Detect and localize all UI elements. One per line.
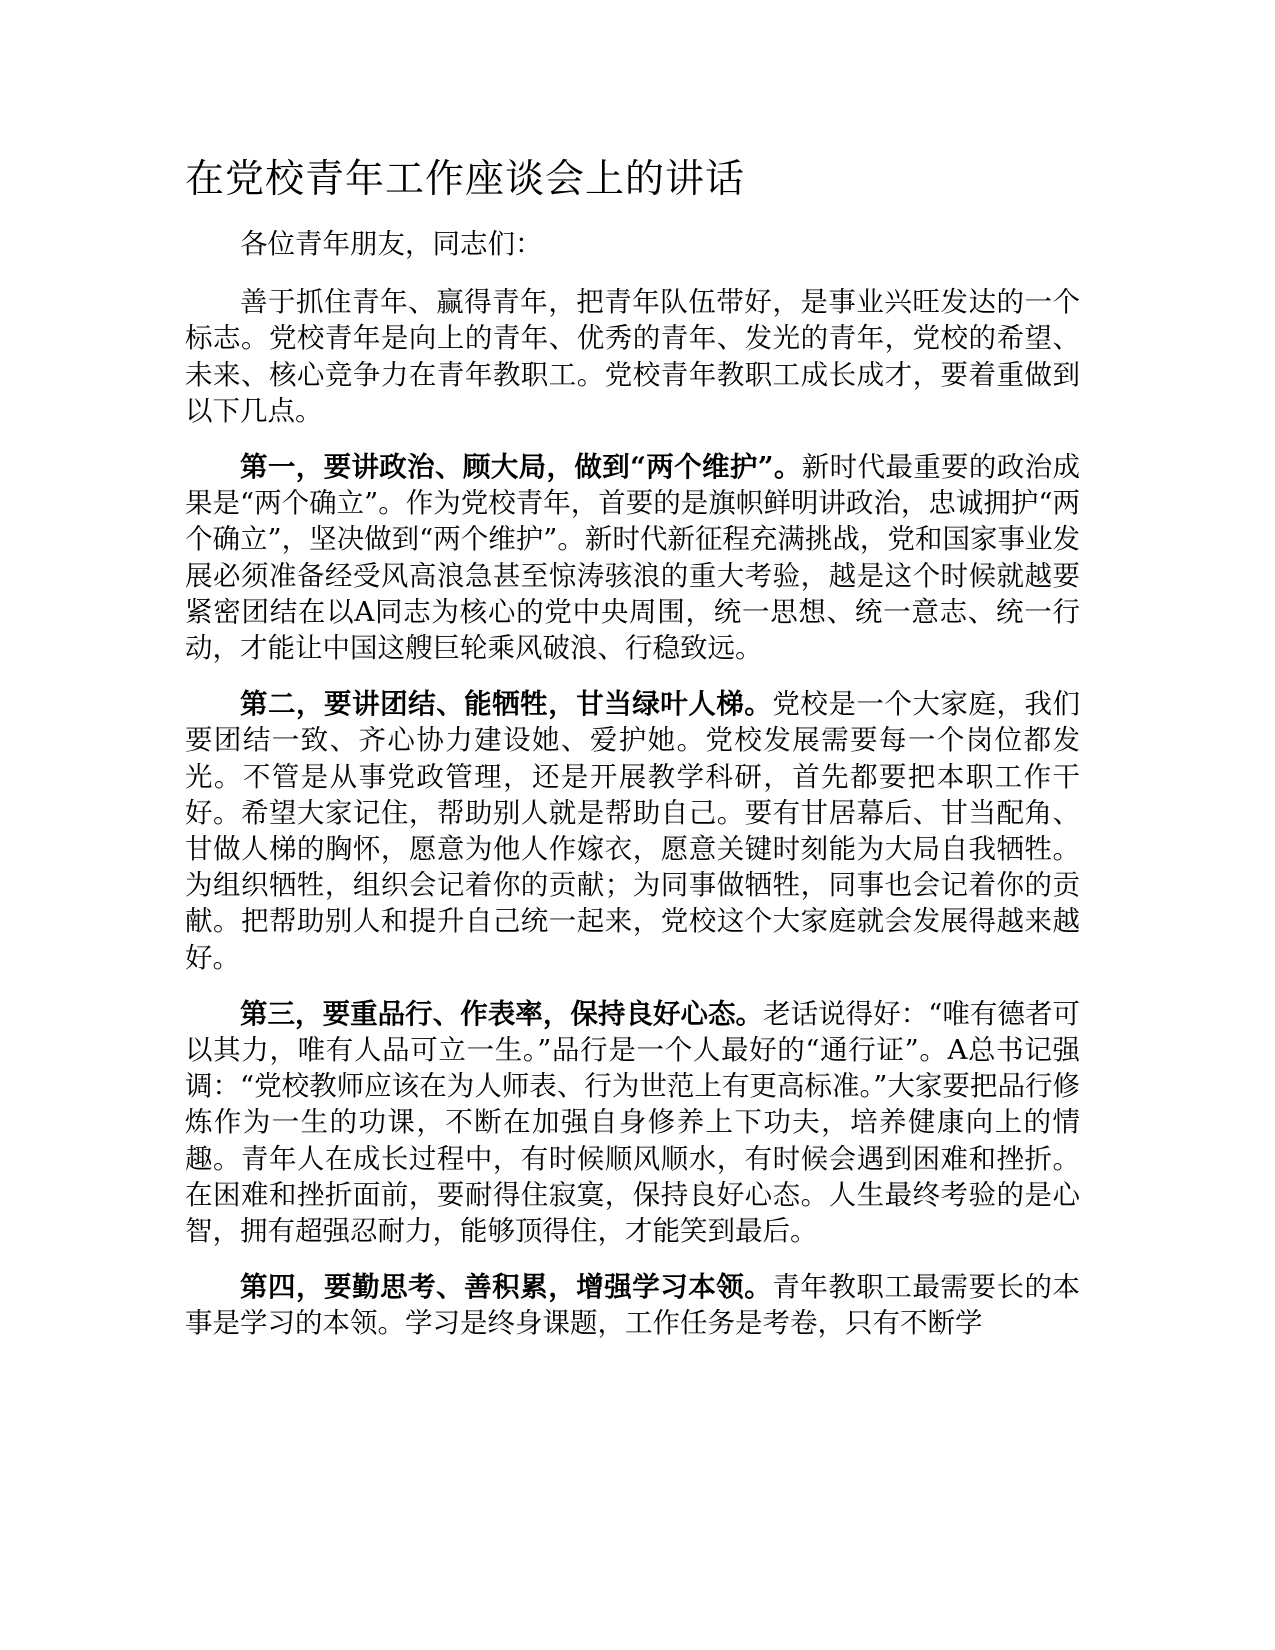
section-lead-4: 第四，要勤思考、善积累，增强学习本领。 <box>240 1271 773 1304</box>
document-page <box>185 152 1080 1362</box>
section-lead-3: 第三，要重品行、作表率，保持良好心态。 <box>240 997 764 1030</box>
document-title: 在党校青年工作座谈会上的讲话 <box>185 157 746 202</box>
section-body-3: 老话说得好：“唯有德者可以其力，唯有人品可立一生。”品行是一个人最好的“通行证”。A总书记强调：“党校教师应该在为人师表、行为世范上有更高标准。”大家要把品行修炼作为一生的功课，不断在加强自身修养上下功夫，培养健康向上的情趣。青年人在成长过程中，有时候顺风顺水，有时候会遇到困难和挫折。在困难和挫折面前，要耐得住寂寞，保持良好心态。人生最终考验的是心智，拥有超强忍耐力，能够顶得住，才能笑到最后。 <box>185 997 1080 1248</box>
section-paragraph-3 <box>185 996 1080 1249</box>
section-body-1: 新时代最重要的政治成果是“两个确立”。作为党校青年，首要的是旗帜鲜明讲政治，忠诚拥护“两个确立”，坚决做到“两个维护”。新时代新征程充满挑战，党和国家事业发展必须准备经受风高浪急甚至惊涛骇浪的重大考验，越是这个时候就越要紧密团结在以A同志为核心的党中央周围，统一思想、统一意志、统一行动，才能让中国这艘巨轮乘风破浪、行稳致远。 <box>185 451 1081 665</box>
section-paragraph-4 <box>185 1269 1080 1341</box>
section-body-4: 青年教职工最需要长的本事是学习的本领。学习是终身课题，工作任务是考卷，只有不断学 <box>185 1271 1080 1340</box>
section-paragraph-1 <box>185 449 1080 666</box>
intro-paragraph: 善于抓住青年、赢得青年，把青年队伍带好，是事业兴旺发达的一个标志。党校青年是向上的青年、优秀的青年、发光的青年，党校的希望、未来、核心竞争力在青年教职工。党校青年教职工成长成才，要着重做到以下几点。 <box>185 286 1080 427</box>
salutation: 各位青年朋友，同志们： <box>240 228 543 260</box>
section-lead-2: 第二，要讲团结、能牺牲，甘当绿叶人梯。 <box>240 688 773 721</box>
section-body-2: 党校是一个大家庭，我们要团结一致、齐心协力建设她、爱护她。党校发展需要每一个岗位都发光。不管是从事党政管理，还是开展教学科研，首先都要把本职工作干好。希望大家记住，帮助别人就是帮助自己。要有甘居幕后、甘当配角、甘做人梯的胸怀，愿意为他人作嫁衣，愿意关键时刻能为大局自我牺牲。为组织牺牲，组织会记着你的贡献；为同事做牺牲，同事也会记着你的贡献。把帮助别人和提升自己统一起来，党校这个大家庭就会发展得越来越好。 <box>185 688 1080 974</box>
section-lead-1: 第一，要讲政治、顾大局，做到“两个维护”。 <box>240 451 802 484</box>
section-paragraph-2 <box>185 686 1080 976</box>
